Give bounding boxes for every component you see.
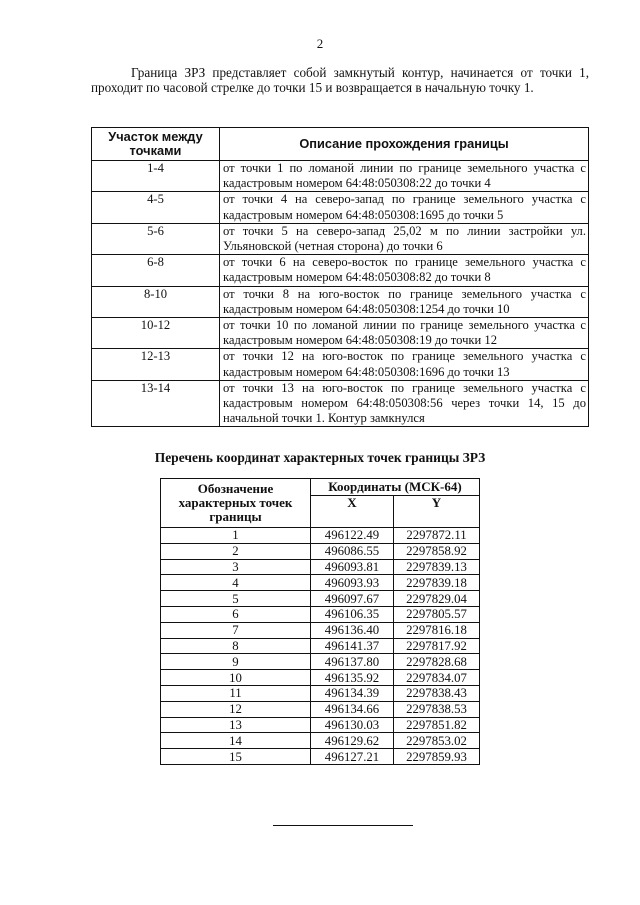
description-cell: от точки 13 на юго-восток по границе земельного участка с кадастровым номером 64:48:050308:56 через точки 14, 15 до начальной точки 1. Контур замкнулся bbox=[220, 380, 589, 427]
coordinates-title: Перечень координат характерных точек границы ЗРЗ bbox=[154, 450, 486, 465]
coord-x-cell: 496127.21 bbox=[311, 749, 394, 765]
table-row bbox=[161, 606, 480, 622]
point-number-cell: 11 bbox=[161, 685, 311, 701]
coord-x-cell: 496093.81 bbox=[311, 559, 394, 575]
table-row bbox=[161, 701, 480, 717]
coord-y-cell: 2297828.68 bbox=[394, 654, 480, 670]
coord-x-cell: 496134.66 bbox=[311, 701, 394, 717]
table-row bbox=[161, 638, 480, 654]
point-number-cell: 7 bbox=[161, 622, 311, 638]
header-y: Y bbox=[394, 496, 480, 528]
table-row bbox=[92, 380, 589, 427]
coord-x-cell: 496106.35 bbox=[311, 606, 394, 622]
table-row bbox=[161, 654, 480, 670]
boundary-description-table bbox=[91, 127, 589, 427]
point-number-cell: 13 bbox=[161, 717, 311, 733]
coord-y-cell: 2297859.93 bbox=[394, 749, 480, 765]
header-x: X bbox=[311, 496, 394, 528]
point-number-cell: 15 bbox=[161, 749, 311, 765]
point-number-cell: 2 bbox=[161, 543, 311, 559]
point-number-cell: 4 bbox=[161, 575, 311, 591]
description-cell: от точки 10 по ломаной линии по границе земельного участка с кадастровым номером 64:48:050308:19 до точки 12 bbox=[220, 318, 589, 349]
header-point-designation: Обозначение характерных точек границы bbox=[161, 479, 311, 528]
coord-x-cell: 496136.40 bbox=[311, 622, 394, 638]
coord-x-cell: 496086.55 bbox=[311, 543, 394, 559]
point-number-cell: 5 bbox=[161, 591, 311, 607]
table-row bbox=[161, 717, 480, 733]
table-row bbox=[161, 559, 480, 575]
coordinates-table bbox=[160, 478, 480, 765]
coord-y-cell: 2297834.07 bbox=[394, 670, 480, 686]
description-cell: от точки 4 на северо-запад по границе земельного участка с кадастровым номером 64:48:050308:1695 до точки 5 bbox=[220, 192, 589, 223]
header-coordinates: Координаты (МСК-64) bbox=[311, 479, 480, 496]
table-row bbox=[161, 749, 480, 765]
coord-x-cell: 496129.62 bbox=[311, 733, 394, 749]
coord-y-cell: 2297817.92 bbox=[394, 638, 480, 654]
coord-y-cell: 2297839.13 bbox=[394, 559, 480, 575]
segment-cell: 13-14 bbox=[92, 380, 220, 427]
coord-y-cell: 2297839.18 bbox=[394, 575, 480, 591]
coord-y-cell: 2297858.92 bbox=[394, 543, 480, 559]
table-row bbox=[92, 223, 589, 254]
table-row bbox=[92, 255, 589, 286]
table-row bbox=[92, 192, 589, 223]
coord-y-cell: 2297805.57 bbox=[394, 606, 480, 622]
segment-cell: 12-13 bbox=[92, 349, 220, 380]
table-row bbox=[161, 591, 480, 607]
segment-cell: 8-10 bbox=[92, 286, 220, 317]
footer-rule bbox=[273, 825, 413, 826]
description-cell: от точки 5 на северо-запад 25,02 м по линии застройки ул. Ульяновской (четная сторона) до точки 6 bbox=[220, 223, 589, 254]
page-number: 2 bbox=[316, 36, 324, 51]
table-row bbox=[92, 286, 589, 317]
point-number-cell: 1 bbox=[161, 528, 311, 544]
description-cell: от точки 6 на северо-восток по границе земельного участка с кадастровым номером 64:48:050308:82 до точки 8 bbox=[220, 255, 589, 286]
coord-x-cell: 496134.39 bbox=[311, 685, 394, 701]
table-row bbox=[161, 733, 480, 749]
point-number-cell: 9 bbox=[161, 654, 311, 670]
coord-x-cell: 496097.67 bbox=[311, 591, 394, 607]
coord-y-cell: 2297851.82 bbox=[394, 717, 480, 733]
point-number-cell: 6 bbox=[161, 606, 311, 622]
coord-y-cell: 2297816.18 bbox=[394, 622, 480, 638]
table-header-row bbox=[92, 128, 589, 161]
coord-y-cell: 2297829.04 bbox=[394, 591, 480, 607]
description-cell: от точки 1 по ломаной линии по границе земельного участка с кадастровым номером 64:48:050308:22 до точки 4 bbox=[220, 161, 589, 192]
coord-x-cell: 496130.03 bbox=[311, 717, 394, 733]
table-row bbox=[92, 349, 589, 380]
header-segment: Участок между точками bbox=[92, 128, 220, 161]
table-row bbox=[92, 161, 589, 192]
table-row bbox=[161, 670, 480, 686]
table-row bbox=[161, 685, 480, 701]
coord-x-cell: 496137.80 bbox=[311, 654, 394, 670]
intro-paragraph: Граница ЗРЗ представляет собой замкнутый контур, начинается от точки 1, проходит по часовой стрелке до точки 15 и возвращается в начальную точку 1. bbox=[91, 65, 589, 96]
point-number-cell: 12 bbox=[161, 701, 311, 717]
segment-cell: 5-6 bbox=[92, 223, 220, 254]
segment-cell: 6-8 bbox=[92, 255, 220, 286]
description-cell: от точки 8 на юго-восток по границе земельного участка с кадастровым номером 64:48:050308:1254 до точки 10 bbox=[220, 286, 589, 317]
table-row bbox=[161, 528, 480, 544]
table-row bbox=[161, 575, 480, 591]
point-number-cell: 14 bbox=[161, 733, 311, 749]
point-number-cell: 8 bbox=[161, 638, 311, 654]
table-row bbox=[161, 543, 480, 559]
segment-cell: 4-5 bbox=[92, 192, 220, 223]
table-row bbox=[161, 622, 480, 638]
point-number-cell: 10 bbox=[161, 670, 311, 686]
coord-y-cell: 2297872.11 bbox=[394, 528, 480, 544]
header-description: Описание прохождения границы bbox=[220, 128, 589, 161]
coord-x-cell: 496122.49 bbox=[311, 528, 394, 544]
coord-x-cell: 496135.92 bbox=[311, 670, 394, 686]
table-row bbox=[92, 318, 589, 349]
coord-y-cell: 2297838.53 bbox=[394, 701, 480, 717]
coord-x-cell: 496093.93 bbox=[311, 575, 394, 591]
segment-cell: 10-12 bbox=[92, 318, 220, 349]
point-number-cell: 3 bbox=[161, 559, 311, 575]
coord-y-cell: 2297853.02 bbox=[394, 733, 480, 749]
coord-x-cell: 496141.37 bbox=[311, 638, 394, 654]
coord-y-cell: 2297838.43 bbox=[394, 685, 480, 701]
segment-cell: 1-4 bbox=[92, 161, 220, 192]
description-cell: от точки 12 на юго-восток по границе земельного участка с кадастровым номером 64:48:050308:1696 до точки 13 bbox=[220, 349, 589, 380]
